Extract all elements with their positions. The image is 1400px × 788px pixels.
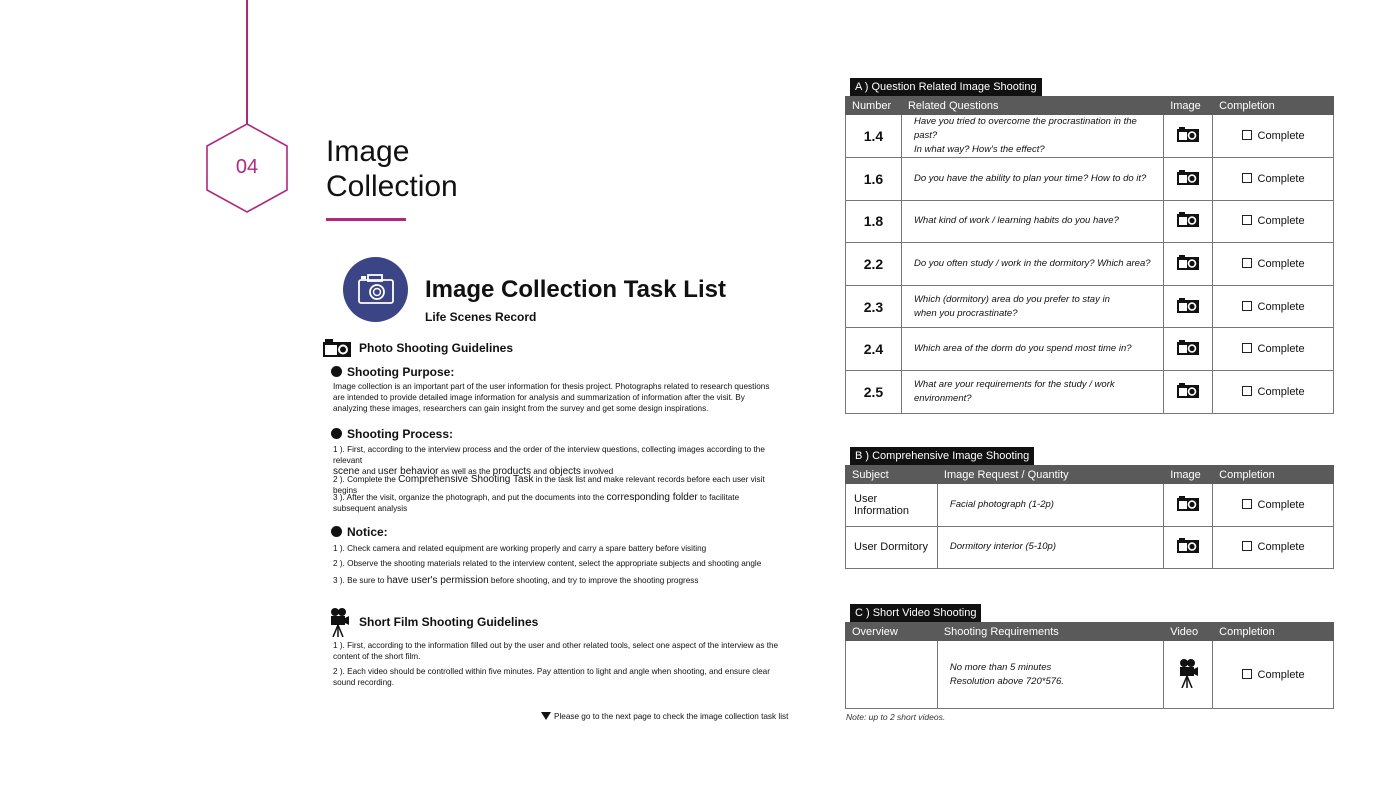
camera-icon bbox=[1177, 383, 1199, 398]
table-row bbox=[846, 285, 1334, 328]
table-row bbox=[846, 641, 1334, 709]
process-item-3: 3 ). After the visit, organize the photograph, and put the documents into the corresponding folder to facilitate subsequent analysis bbox=[333, 492, 740, 513]
camera-icon bbox=[1177, 255, 1199, 270]
checkbox[interactable] bbox=[1242, 301, 1252, 311]
col-header: Subject bbox=[846, 466, 938, 484]
question-text: Which (dormitory) area do you prefer to stay in when you procrastinate? bbox=[901, 285, 1163, 328]
checkbox[interactable] bbox=[1242, 215, 1252, 225]
col-header: Image bbox=[1164, 97, 1213, 115]
section-number: 04 bbox=[235, 156, 259, 178]
next-page-note: Please go to the next page to check the image collection task list bbox=[541, 712, 788, 721]
question-number: 1.6 bbox=[846, 158, 902, 201]
table-a-tag: A ) Question Related Image Shooting bbox=[850, 78, 1042, 96]
title-underline bbox=[326, 218, 406, 221]
image-cell bbox=[1164, 115, 1213, 158]
image-cell bbox=[1164, 285, 1213, 328]
question-number: 2.5 bbox=[846, 370, 902, 413]
col-header: Number bbox=[846, 97, 902, 115]
request-cell: Dormitory interior (5-10p) bbox=[937, 526, 1163, 569]
col-header: Completion bbox=[1213, 97, 1334, 115]
completion-cell[interactable]: Complete bbox=[1213, 526, 1334, 569]
requirements-cell: No more than 5 minutes Resolution above 720*576. bbox=[937, 641, 1163, 709]
checkbox[interactable] bbox=[1242, 541, 1252, 551]
col-header: Completion bbox=[1213, 623, 1334, 641]
table-row bbox=[846, 243, 1334, 286]
image-cell bbox=[1164, 526, 1213, 569]
question-text: What kind of work / learning habits do you have? bbox=[901, 200, 1163, 243]
photo-guidelines-title: Photo Shooting Guidelines bbox=[359, 341, 513, 355]
film-camera-icon bbox=[329, 607, 349, 637]
notice-item-1: 1 ). Check camera and related equipment are working properly and carry a spare battery before visiting bbox=[333, 544, 707, 553]
table-row bbox=[846, 328, 1334, 371]
question-text: What are your requirements for the study / work environment? bbox=[901, 370, 1163, 413]
question-text: Which area of the dorm do you spend most time in? bbox=[901, 328, 1163, 371]
image-cell bbox=[1164, 158, 1213, 201]
question-text: Have you tried to overcome the procrastination in the past? In what way? How's the effect? bbox=[901, 115, 1163, 158]
completion-cell[interactable]: Complete bbox=[1213, 370, 1334, 413]
question-text: Do you have the ability to plan your time? How to do it? bbox=[901, 158, 1163, 201]
question-number: 1.4 bbox=[846, 115, 902, 158]
completion-cell[interactable]: Complete bbox=[1213, 243, 1334, 286]
table-row bbox=[846, 370, 1334, 413]
purpose-heading: Shooting Purpose: bbox=[347, 365, 455, 379]
camera-icon bbox=[1177, 127, 1199, 142]
subject-cell: User Dormitory bbox=[846, 526, 938, 569]
process-heading: Shooting Process: bbox=[347, 427, 454, 441]
table-row bbox=[846, 526, 1334, 569]
notice-item-2: 2 ). Observe the shooting materials related to the interview content, select the appropriate subjects and shooting angle bbox=[333, 559, 762, 568]
camera-icon bbox=[1177, 538, 1199, 553]
task-list-subtitle: Life Scenes Record bbox=[425, 310, 537, 324]
film-item-1: 1 ). First, according to the information filled out by the user and other related tools, select one aspect of the interview as the content of the short film. bbox=[333, 641, 779, 661]
camera-icon bbox=[323, 339, 351, 357]
question-image-table bbox=[845, 96, 1334, 414]
question-number: 2.4 bbox=[846, 328, 902, 371]
table-row bbox=[846, 115, 1334, 158]
accent-vertical-line bbox=[246, 0, 248, 124]
process-item-1: 1 ). First, according to the interview process and the order of the interview questions, collecting images according to the relevant scene and user behavior as well as the products and objects involved bbox=[333, 445, 765, 477]
question-number: 2.2 bbox=[846, 243, 902, 286]
notice-item-3: 3 ). Be sure to have user's permission before shooting, and try to improve the shooting progress bbox=[333, 575, 699, 586]
camera-badge bbox=[343, 257, 408, 322]
subject-cell: User Information bbox=[846, 484, 938, 527]
checkbox[interactable] bbox=[1242, 173, 1252, 183]
triangle-down-icon bbox=[541, 712, 551, 720]
completion-cell[interactable]: Complete bbox=[1213, 158, 1334, 201]
table-b-tag: B ) Comprehensive Image Shooting bbox=[850, 447, 1034, 465]
camera-icon bbox=[1177, 212, 1199, 227]
col-header: Image Request / Quantity bbox=[937, 466, 1163, 484]
table-row bbox=[846, 484, 1334, 527]
question-number: 2.3 bbox=[846, 285, 902, 328]
task-list-title: Image Collection Task List bbox=[425, 276, 726, 303]
section-title: Image Collection bbox=[326, 135, 458, 203]
col-header: Video bbox=[1164, 623, 1213, 641]
completion-cell[interactable]: Complete bbox=[1213, 200, 1334, 243]
short-video-table bbox=[845, 622, 1334, 709]
bullet bbox=[331, 366, 342, 377]
col-header: Completion bbox=[1213, 466, 1334, 484]
purpose-text: Image collection is an important part of the user information for thesis project. Photographs related to research questions are intended to provide detailed image information for analysis and summarization of information after the visit. By analyzing these images, researchers can gain insight from the survey and get some design inspirations. bbox=[333, 382, 770, 413]
completion-cell[interactable]: Complete bbox=[1213, 285, 1334, 328]
image-cell bbox=[1164, 243, 1213, 286]
film-guidelines-title: Short Film Shooting Guidelines bbox=[359, 615, 539, 629]
film-camera-icon bbox=[1178, 658, 1198, 688]
request-cell: Facial photograph (1-2p) bbox=[937, 484, 1163, 527]
completion-cell[interactable]: Complete bbox=[1213, 328, 1334, 371]
checkbox[interactable] bbox=[1242, 669, 1252, 679]
question-number: 1.8 bbox=[846, 200, 902, 243]
table-row bbox=[846, 200, 1334, 243]
image-cell bbox=[1164, 200, 1213, 243]
camera-icon bbox=[1177, 340, 1199, 355]
camera-icon bbox=[1177, 298, 1199, 313]
checkbox[interactable] bbox=[1242, 258, 1252, 268]
table-c-tag: C ) Short Video Shooting bbox=[850, 604, 981, 622]
checkbox[interactable] bbox=[1242, 130, 1252, 140]
checkbox[interactable] bbox=[1242, 386, 1252, 396]
col-header: Shooting Requirements bbox=[937, 623, 1163, 641]
bullet bbox=[331, 526, 342, 537]
video-cell bbox=[1164, 641, 1213, 709]
image-cell bbox=[1164, 328, 1213, 371]
overview-cell bbox=[846, 641, 938, 709]
completion-cell[interactable]: Complete bbox=[1213, 484, 1334, 527]
checkbox[interactable] bbox=[1242, 343, 1252, 353]
col-header: Image bbox=[1164, 466, 1213, 484]
question-text: Do you often study / work in the dormitory? Which area? bbox=[901, 243, 1163, 286]
video-note: Note: up to 2 short videos. bbox=[846, 712, 946, 722]
camera-icon bbox=[1177, 496, 1199, 511]
completion-cell[interactable]: Complete bbox=[1213, 641, 1334, 709]
image-cell bbox=[1164, 370, 1213, 413]
notice-heading: Notice: bbox=[347, 525, 388, 539]
completion-cell[interactable]: Complete bbox=[1213, 115, 1334, 158]
comprehensive-image-table bbox=[845, 465, 1334, 569]
checkbox[interactable] bbox=[1242, 499, 1252, 509]
camera-icon bbox=[357, 271, 395, 307]
table-row bbox=[846, 158, 1334, 201]
film-item-2: 2 ). Each video should be controlled within five minutes. Pay attention to light and angle when shooting, and ensure clear sound recording. bbox=[333, 667, 770, 687]
image-cell bbox=[1164, 484, 1213, 527]
col-header: Related Questions bbox=[901, 97, 1163, 115]
col-header: Overview bbox=[846, 623, 938, 641]
process-item-2: 2 ). Complete the Comprehensive Shooting Task in the task list and make relevant records before each user visit begins bbox=[333, 474, 765, 495]
bullet bbox=[331, 428, 342, 439]
camera-icon bbox=[1177, 170, 1199, 185]
